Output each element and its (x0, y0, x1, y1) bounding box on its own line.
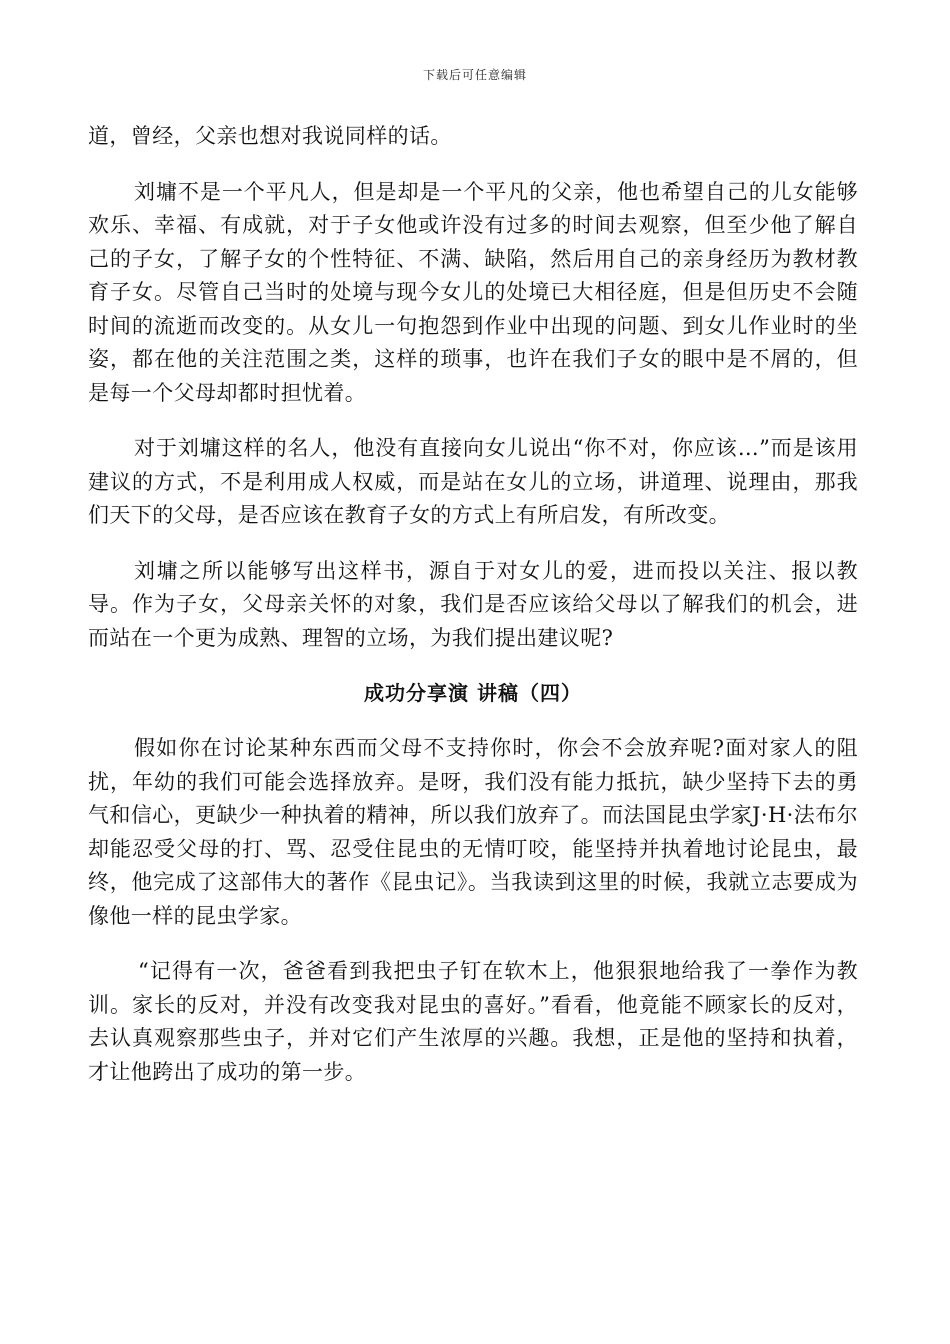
header-note: 下载后可任意编辑 (422, 68, 527, 82)
paragraph-love-attention: 刘墉之所以能够写出这样书，源自于对女儿的爱，进而投以关注、报以教导。作为子女，父母亲关怀的对象，我们是否应该给父母以了解我们的机会，进而站在一个更为成熟、理智的立场，为我们提出建议呢? (88, 558, 858, 650)
paragraph-continuation: 道，曾经，父亲也想对我说同样的话。 (88, 124, 452, 148)
document-body (88, 120, 858, 1111)
paragraph-suggestion-method: 对于刘墉这样的名人，他没有直接向女儿说出“你不对，你应该…”而是该用建议的方式，不是利用成人权威，而是站在女儿的立场，讲道理、说理由，那我们天下的父母，是否应该在教育子女的方式上有所启发，有所改变。 (88, 436, 858, 527)
paragraph-liu-yong-father: 刘墉不是一个平凡人，但是却是一个平凡的父亲，他也希望自己的儿女能够欢乐、幸福、有成就，对于子女他或许没有过多的时间去观察，但至少他了解自己的子女，了解子女的个性特征、不满、缺陷，然后用自己的亲身经历为教材教育子女。尽管自己当时的处境与现今女儿的处境已大相径庭，但是但历史不会随时间的流逝而改变的。从女儿一句抱怨到作业中出现的问题、到女儿作业时的坐姿，都在他的关注范围之类，这样的琐事，也许在我们子女的眼中是不屑的，但是每一个父母却都时担忧着。 (88, 179, 858, 405)
section-heading: 成功分享演 讲稿（四） (364, 681, 582, 705)
paragraph-fabre-persistence: 假如你在讨论某种东西而父母不支持你时，你会不会放弃呢?面对家人的阻扰，年幼的我们可能会选择放弃。是呀，我们没有能力抵抗，缺少坚持下去的勇气和信心，更缺少一种执着的精神，所以我们放弃了。而法国昆虫学家J·H·法布尔却能忍受父母的打、骂、忍受住昆虫的无情叮咬，能坚持并执着地讨论昆虫，最终，他完成了这部伟大的著作《昆虫记》。当我读到这里的时候，我就立志要成为像他一样的昆虫学家。 (88, 736, 858, 928)
paragraph-fabre-quote: “记得有一次，爸爸看到我把虫子钉在软木上，他狠狠地给我了一拳作为教训。家长的反对，并没有改变我对昆虫的喜好。”看看，他竟能不顾家长的反对，去认真观察那些虫子，并对它们产生浓厚的兴趣。我想，正是他的坚持和执着，才让他跨出了成功的第一步。 (88, 959, 858, 1084)
